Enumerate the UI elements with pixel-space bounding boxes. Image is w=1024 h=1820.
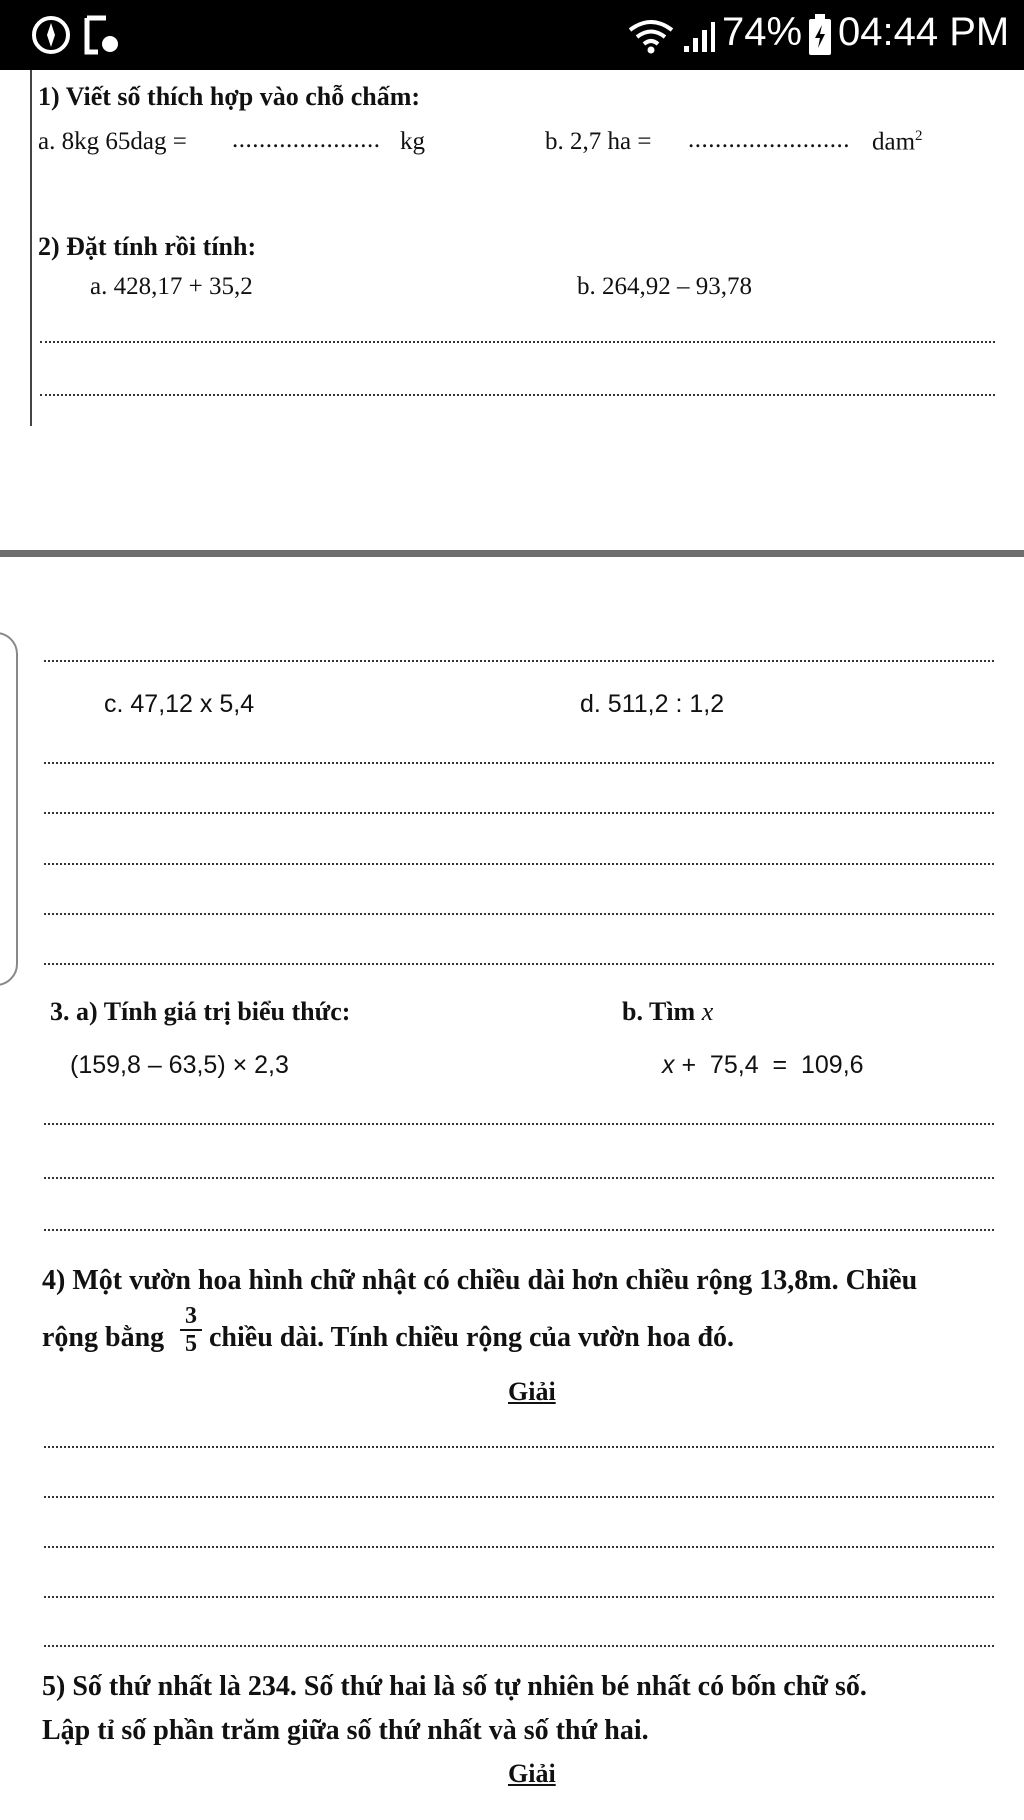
q3-a-title: 3. a) Tính giá trị biểu thức:: [50, 997, 351, 1026]
q1-title: 1) Viết số thích hợp vào chỗ chấm:: [38, 82, 421, 111]
q2-d: d. 511,2 : 1,2: [580, 690, 725, 718]
wifi-icon: [626, 16, 676, 61]
page-separator: [0, 550, 1024, 557]
answer-line: [40, 341, 995, 343]
q3-b-variable: x: [662, 1051, 675, 1079]
q2-a: a. 428,17 + 35,2: [90, 273, 253, 300]
q5-solution-heading: Giải: [508, 1759, 556, 1788]
q1-a-unit: kg: [400, 128, 425, 155]
answer-line: [44, 812, 994, 814]
page-left-edge: [30, 70, 32, 426]
q4-line-1: 4) Một vườn hoa hình chữ nhật có chiều dài hơn chiều rộng 13,8m. Chiều: [42, 1265, 918, 1296]
q4-fraction: [180, 1304, 202, 1356]
answer-line: [44, 660, 994, 662]
image-notification-icon: [84, 14, 120, 61]
answer-line: [44, 1177, 994, 1179]
q5-line-1: 5) Số thứ nhất là 234. Số thứ hai là số tự nhiên bé nhất có bốn chữ số.: [42, 1671, 867, 1702]
q1-b-label: b. 2,7 ha =: [545, 128, 652, 155]
answer-line: [44, 963, 994, 965]
q3-b-equation-rest: + 75,4 = 109,6: [674, 1051, 864, 1079]
fraction-denominator: 5: [185, 1331, 197, 1357]
q2-title: 2) Đặt tính rồi tính:: [38, 232, 257, 261]
q3-b-title: [622, 997, 713, 1027]
q4-line-2-start: rộng bằng: [42, 1322, 172, 1353]
page-2-left-edge: [0, 632, 18, 986]
q1-b-blank: ........................: [688, 126, 850, 153]
answer-line: [44, 913, 994, 915]
answer-line: [44, 1496, 994, 1498]
fraction-numerator: 3: [185, 1303, 197, 1329]
battery-percent: 74%: [722, 10, 803, 54]
answer-line: [44, 863, 994, 865]
compass-icon: [30, 14, 72, 61]
q1-b-unit-text: dam: [872, 128, 916, 156]
q3-b-title-text: b. Tìm: [622, 997, 702, 1026]
q4-solution-heading: Giải: [508, 1377, 556, 1406]
q1-a-label: a. 8kg 65dag =: [38, 128, 187, 155]
answer-line: [40, 394, 995, 396]
q3-a-expression: (159,8 – 63,5) × 2,3: [70, 1051, 289, 1079]
q5-line-2: Lập tỉ số phần trăm giữa số thứ nhất và số thứ hai.: [42, 1715, 649, 1746]
q3-b-title-variable: x: [701, 997, 714, 1026]
q1-b-unit-exponent: 2: [915, 128, 923, 144]
answer-line: [44, 1596, 994, 1598]
q1-b-unit: [872, 128, 923, 156]
status-bar: [0, 0, 1024, 70]
answer-line: [44, 1229, 994, 1231]
battery-icon: [808, 14, 832, 61]
q4-line-2-end: chiều dài. Tính chiều rộng của vườn hoa đó.: [202, 1322, 735, 1353]
q2-c: c. 47,12 x 5,4: [104, 690, 255, 718]
signal-icon: [682, 20, 716, 59]
answer-line: [44, 1446, 994, 1448]
q2-b: b. 264,92 – 93,78: [577, 273, 752, 300]
answer-line: [44, 1546, 994, 1548]
q1-a-blank: ......................: [232, 126, 381, 153]
answer-line: [44, 1123, 994, 1125]
answer-line: [44, 1645, 994, 1647]
answer-line: [44, 762, 994, 764]
q3-b-equation: [662, 1051, 864, 1080]
clock: 04:44 PM: [838, 10, 1010, 54]
